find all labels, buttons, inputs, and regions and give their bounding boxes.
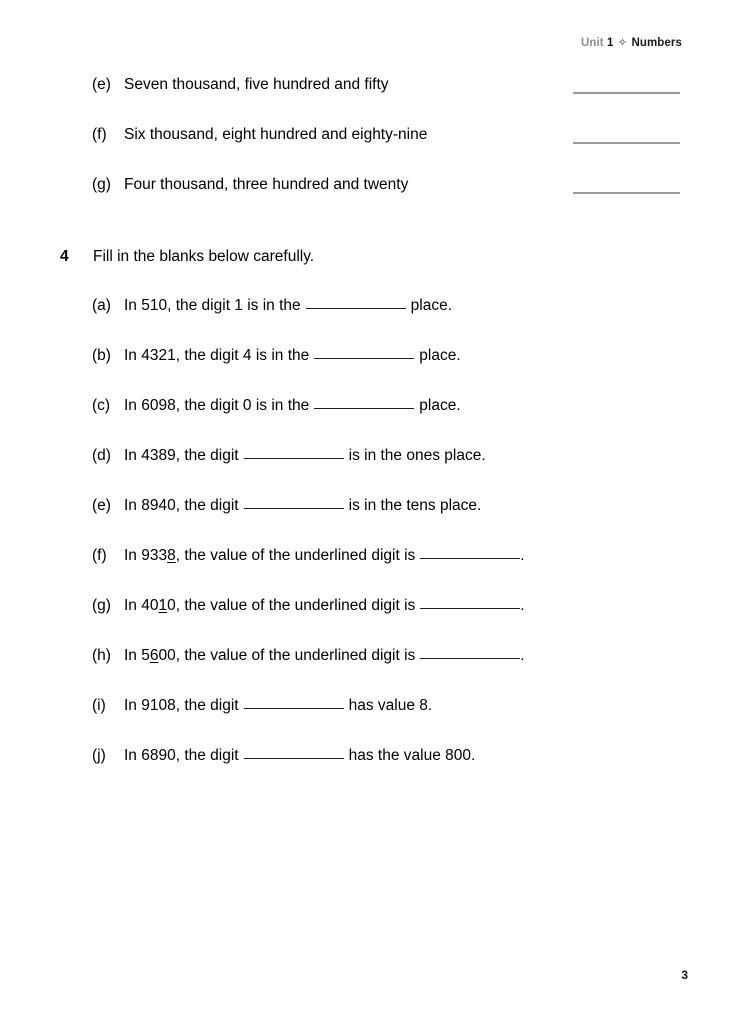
item-text-after: is in the ones place. bbox=[348, 447, 486, 464]
item-label: (i) bbox=[92, 697, 106, 714]
item-label: (d) bbox=[92, 447, 111, 464]
item-text-before: 0, the value of the underlined digit is bbox=[167, 597, 416, 614]
fill-in-blank[interactable] bbox=[244, 697, 344, 709]
fill-in-blank[interactable] bbox=[420, 547, 520, 559]
item-text-before: In 6098, the digit 0 is in the bbox=[124, 397, 310, 414]
carried-item-text bbox=[92, 174, 408, 196]
item-number-prefix: In 933 bbox=[124, 547, 168, 564]
list-item bbox=[92, 395, 748, 445]
list-item bbox=[92, 695, 748, 745]
underlined-digit: 1 bbox=[158, 597, 168, 614]
item-label: (e) bbox=[92, 497, 111, 514]
question-title: Fill in the blanks below carefully. bbox=[93, 248, 315, 265]
item-text-before: In 510, the digit 1 is in the bbox=[124, 297, 301, 314]
question-4-block bbox=[0, 248, 748, 795]
list-item bbox=[92, 74, 688, 124]
item-text-after: has value 8. bbox=[348, 697, 433, 714]
fill-in-blank[interactable] bbox=[244, 497, 344, 509]
item-text-after: . bbox=[520, 597, 525, 614]
list-item bbox=[92, 174, 688, 224]
question-heading bbox=[60, 248, 748, 284]
question-items-list bbox=[92, 295, 748, 795]
fill-in-blank[interactable] bbox=[314, 397, 414, 409]
item-text-before: In 4389, the digit bbox=[124, 447, 239, 464]
list-item bbox=[92, 345, 748, 395]
item-label: (f) bbox=[92, 126, 107, 143]
carried-item-text bbox=[92, 74, 389, 96]
header-unit-number: 1 bbox=[607, 37, 614, 49]
item-text-after: is in the tens place. bbox=[348, 497, 482, 514]
item-label: (g) bbox=[92, 176, 111, 193]
diamond-star-icon: ✧ bbox=[617, 37, 628, 49]
item-text-after: place. bbox=[410, 297, 453, 314]
list-item bbox=[92, 124, 688, 174]
fill-in-blank[interactable] bbox=[420, 647, 520, 659]
underlined-digit: 8 bbox=[167, 547, 176, 564]
item-text-after: has the value 800. bbox=[348, 747, 476, 764]
carried-item-text bbox=[92, 124, 427, 146]
item-number-prefix: In 40 bbox=[124, 597, 159, 614]
fill-in-blank[interactable] bbox=[244, 747, 344, 759]
header-unit-title: Numbers bbox=[631, 37, 682, 49]
answer-rule[interactable] bbox=[573, 192, 680, 194]
item-text-before: In 8940, the digit bbox=[124, 497, 239, 514]
item-number-prefix: In 5 bbox=[124, 647, 150, 664]
carried-items-list bbox=[92, 74, 688, 224]
list-item bbox=[92, 495, 748, 545]
item-text-before: In 6890, the digit bbox=[124, 747, 239, 764]
item-text-before: 00, the value of the underlined digit is bbox=[158, 647, 416, 664]
underlined-digit: 6 bbox=[149, 647, 159, 664]
item-text-after: . bbox=[520, 647, 525, 664]
item-label: (g) bbox=[92, 597, 111, 614]
item-label: (a) bbox=[92, 297, 111, 314]
list-item bbox=[92, 645, 748, 695]
item-label: (c) bbox=[92, 397, 111, 414]
question-number: 4 bbox=[60, 248, 69, 265]
fill-in-blank[interactable] bbox=[314, 347, 414, 359]
header-unit-word: Unit bbox=[580, 37, 604, 49]
list-item bbox=[92, 745, 748, 795]
list-item bbox=[92, 295, 748, 345]
item-text-after: place. bbox=[419, 347, 461, 364]
running-header bbox=[581, 36, 682, 49]
item-label: (f) bbox=[92, 547, 107, 564]
page-number: 3 bbox=[681, 968, 688, 982]
fill-in-blank[interactable] bbox=[306, 297, 406, 309]
fill-in-blank[interactable] bbox=[244, 447, 344, 459]
answer-rule[interactable] bbox=[573, 92, 680, 94]
answer-rule[interactable] bbox=[573, 142, 680, 144]
item-text-before: In 9108, the digit bbox=[124, 697, 239, 714]
item-body: Six thousand, eight hundred and eighty-nine bbox=[124, 126, 428, 143]
item-text-after: . bbox=[520, 547, 525, 564]
item-label: (b) bbox=[92, 347, 111, 364]
list-item bbox=[92, 545, 748, 595]
item-label: (j) bbox=[92, 747, 106, 764]
item-label: (h) bbox=[92, 647, 111, 664]
item-text-after: place. bbox=[419, 397, 461, 414]
list-item bbox=[92, 595, 748, 645]
item-text-before: In 4321, the digit 4 is in the bbox=[124, 347, 310, 364]
item-body: Four thousand, three hundred and twenty bbox=[124, 176, 409, 193]
fill-in-blank[interactable] bbox=[420, 597, 520, 609]
list-item bbox=[92, 445, 748, 495]
item-label: (e) bbox=[92, 76, 111, 93]
item-body: Seven thousand, five hundred and fifty bbox=[124, 76, 389, 93]
item-text-before: , the value of the underlined digit is bbox=[175, 547, 416, 564]
